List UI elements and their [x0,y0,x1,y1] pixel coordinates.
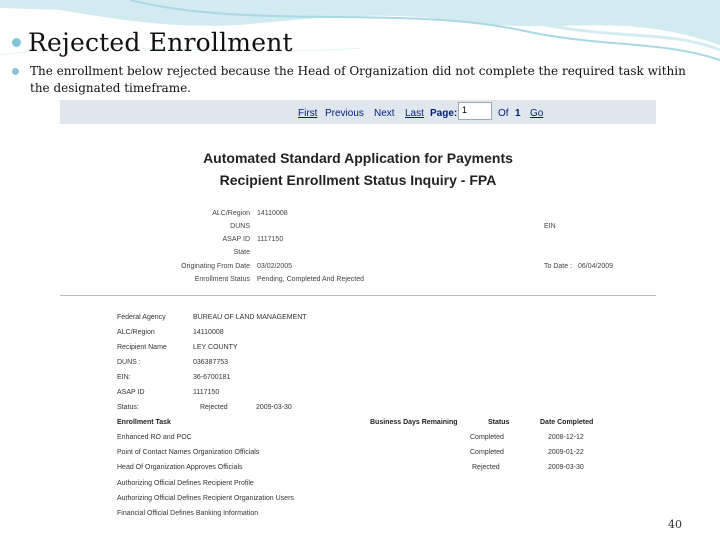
status-label: Status: [117,404,139,411]
status-date: 2009-03-30 [256,404,292,411]
next-link[interactable]: Next [374,108,395,119]
task-status: Completed [470,449,504,456]
enrollment-status-label: Enrollment Status [194,276,250,283]
to-date-label: To Date : [544,263,573,270]
divider [60,295,656,296]
task-date: 2009-01-22 [548,449,584,456]
task-date: 2009-03-30 [548,464,584,471]
duns-label: DUNS [230,223,250,230]
report-title: Automated Standard Application for Payments [203,150,513,166]
task-name: Authorizing Official Defines Recipient Profile [117,480,254,487]
state-label: State [233,249,250,256]
detail-label: Federal Agency [117,314,166,321]
page-label: Page: [430,108,458,119]
bullet-icon [12,68,19,75]
report-subtitle: Recipient Enrollment Status Inquiry - FPA [219,172,497,188]
detail-label: Recipient Name [117,344,167,351]
slide-title: Rejected Enrollment [28,28,293,57]
detail-value: BUREAU OF LAND MANAGEMENT [193,314,307,321]
detail-value: 14110008 [193,329,224,336]
detail-label: DUNS : [117,359,141,366]
enrollment-status-value: Pending, Completed And Rejected [257,276,365,283]
embedded-screenshot [60,100,656,522]
alc-value: 14110008 [257,210,288,217]
last-link[interactable]: Last [405,108,424,119]
detail-label: ASAP ID [117,389,145,396]
detail-label: EIN: [117,374,131,381]
task-date: 2008-12-12 [548,434,584,441]
detail-value: LEY COUNTY [193,344,238,351]
task-name: Point of Contact Names Organization Officials [117,449,260,456]
task-name: Financial Official Defines Banking Information [117,510,259,517]
task-name: Head Of Organization Approves Officials [117,464,243,471]
first-link[interactable]: First [298,108,318,119]
column-header: Status [488,419,510,426]
task-status: Rejected [472,464,500,471]
alc-label: ALC/Region [212,210,250,217]
asapid-value: 1117150 [257,236,284,243]
go-link[interactable]: Go [530,108,544,119]
task-name: Authorizing Official Defines Recipient Organization Users [117,495,294,502]
detail-label: ALC/Region [117,329,155,336]
pagination-bar [60,100,656,124]
task-name: Enhanced RO and POC [117,434,192,441]
column-header: Date Completed [540,419,594,426]
detail-value: 36-6700181 [193,374,231,381]
previous-link[interactable]: Previous [325,108,364,119]
bullet-icon [12,38,21,47]
page-input[interactable]: 1 [458,102,492,120]
status-value: Rejected [200,404,228,411]
asapid-label: ASAP ID [222,236,250,243]
from-date-label: Originating From Date [181,263,250,270]
detail-value: 1117150 [193,389,220,396]
total-pages: 1 [515,108,521,119]
from-date-value: 03/02/2005 [257,263,293,270]
ein-label: EIN [544,223,556,230]
slide-page-number: 40 [668,518,682,531]
to-date-value: 06/04/2009 [578,263,614,270]
column-header: Enrollment Task [117,419,171,426]
detail-value: 036387753 [193,359,229,366]
slide-description: The enrollment below rejected because the Head of Organization did not complete the required task within the designated timeframe. [30,64,686,95]
column-header: Business Days Remaining [370,419,458,426]
of-label: Of [498,108,509,119]
task-status: Completed [470,434,504,441]
